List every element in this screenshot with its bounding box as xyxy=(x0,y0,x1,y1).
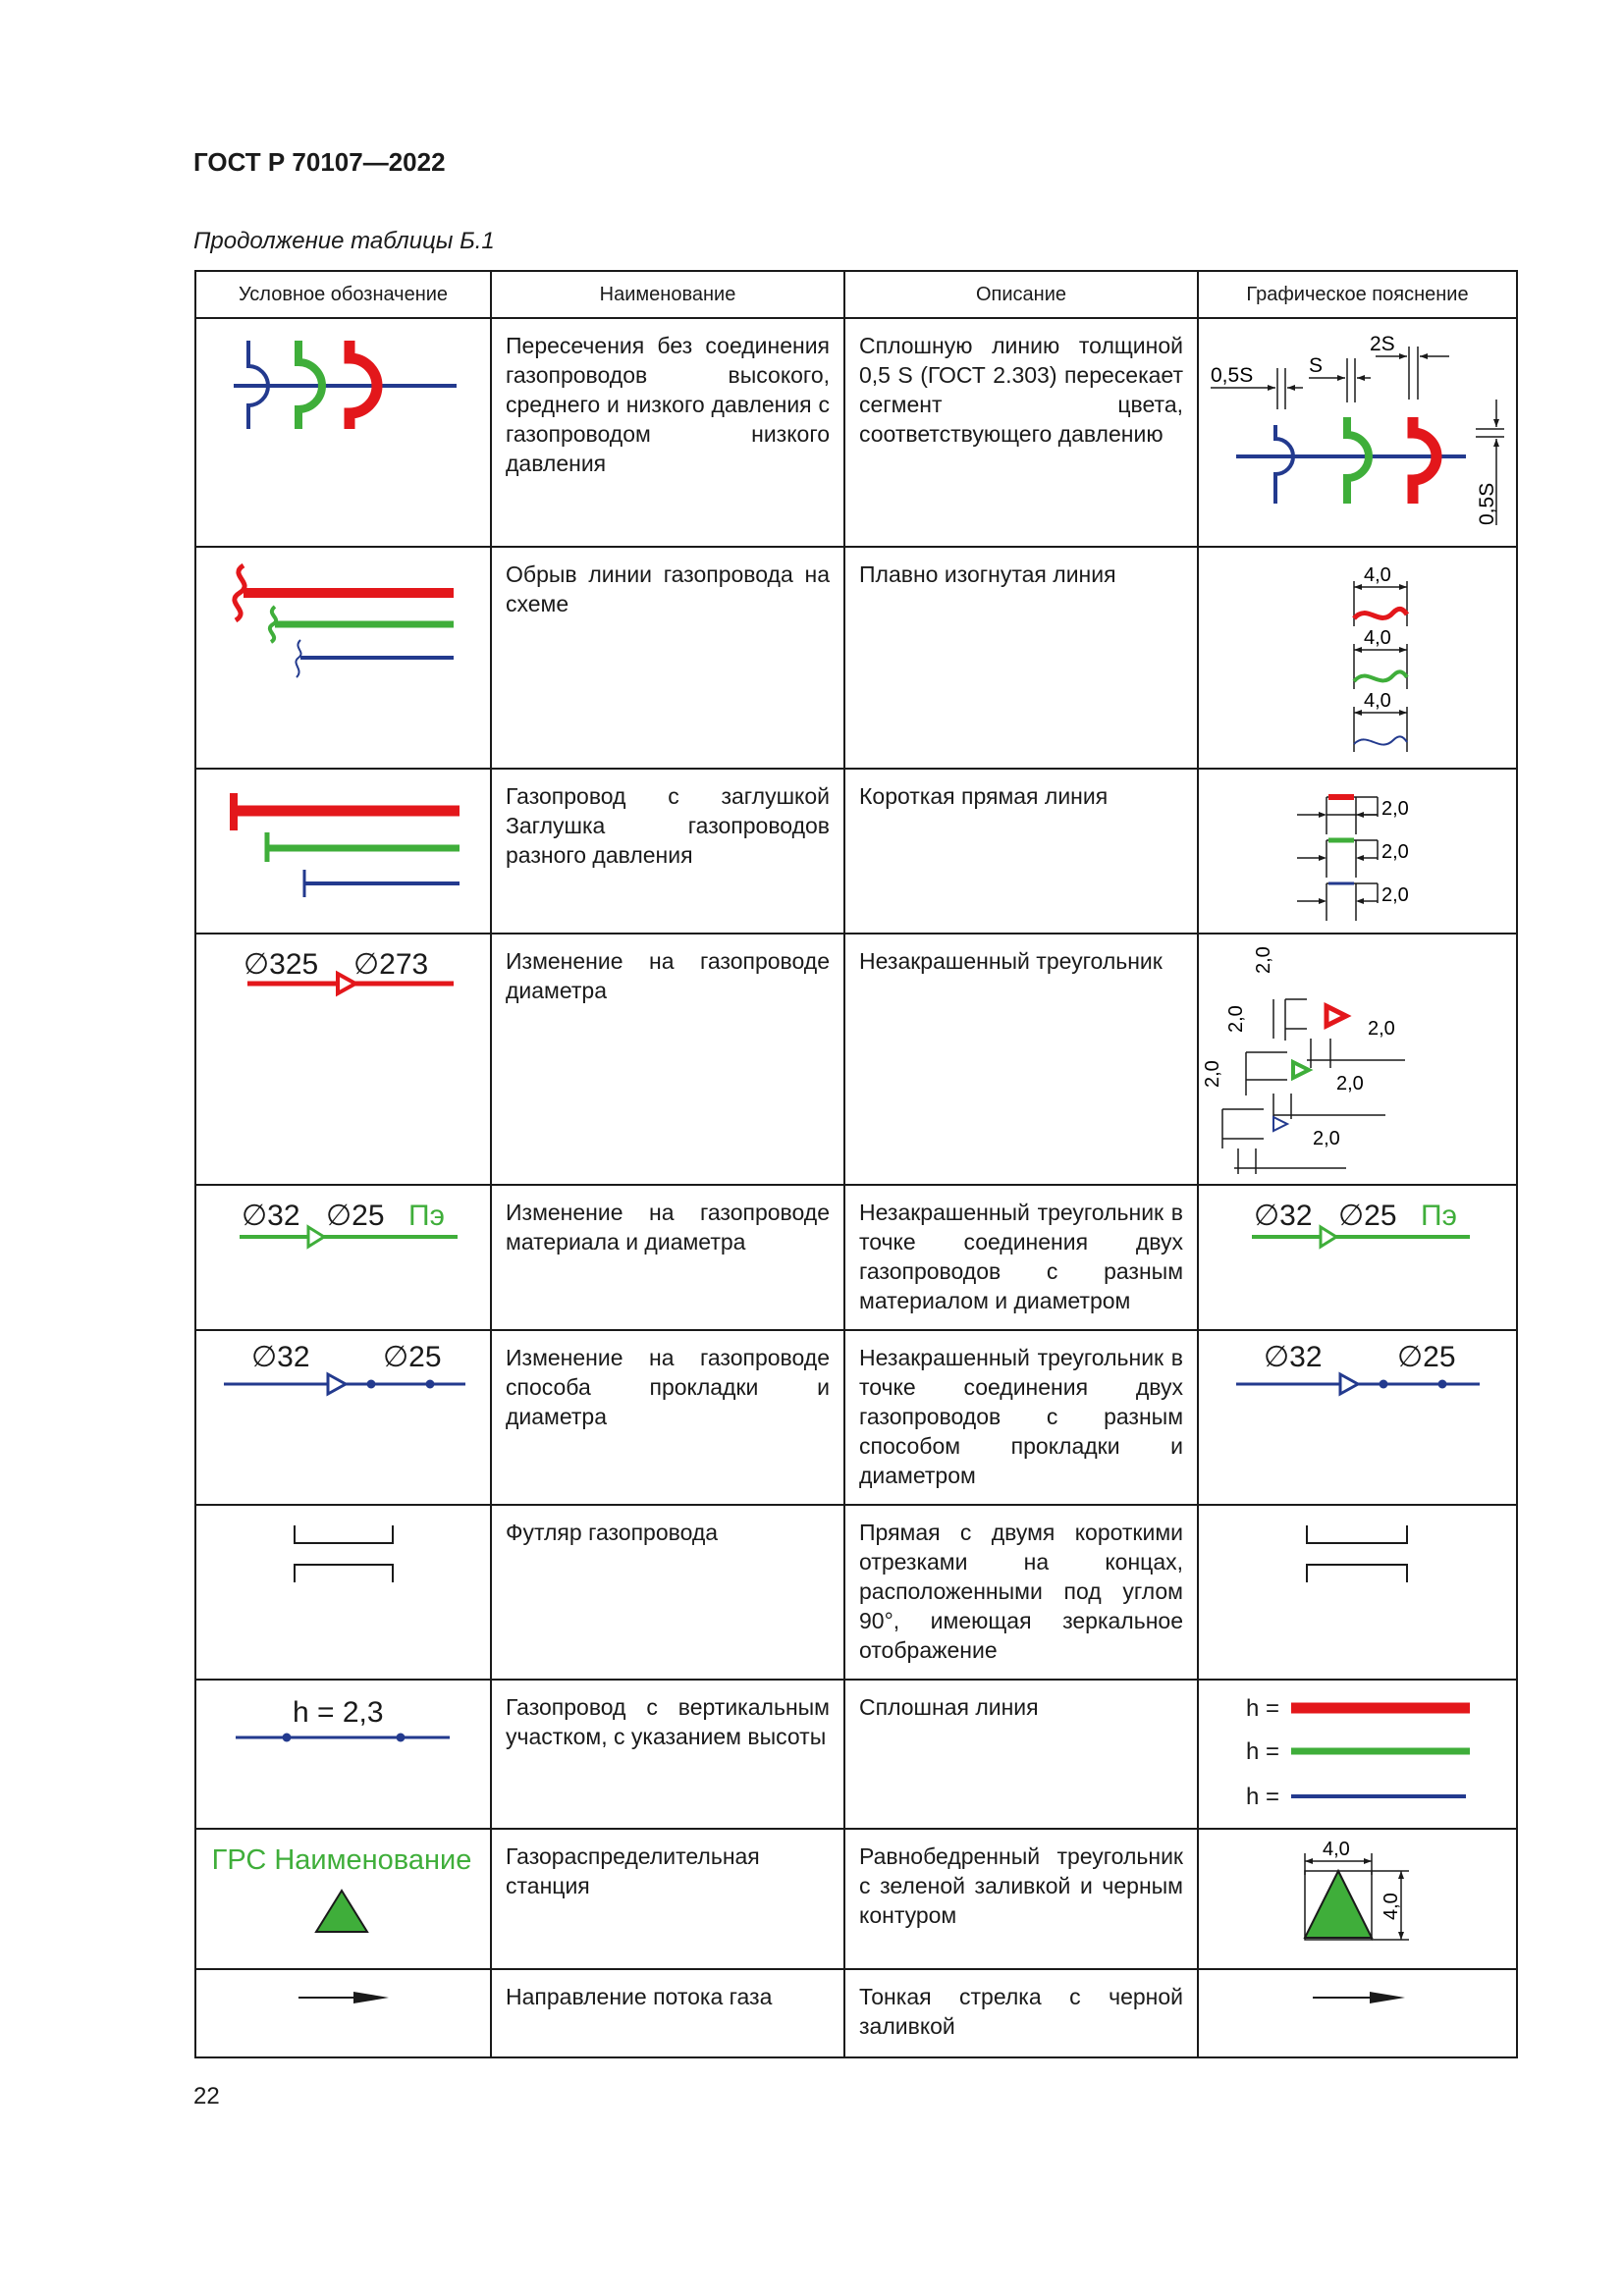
flow-arrow-symbol xyxy=(196,1970,488,2055)
dim-label: 2,0 xyxy=(1381,884,1409,906)
table-row xyxy=(195,1829,1517,1969)
vertical-section-symbol xyxy=(196,1681,488,1826)
document-header: ГОСТ Р 70107—2022 xyxy=(193,147,446,177)
crossing-graphic xyxy=(1199,319,1514,544)
name-cell: Направление потока газа xyxy=(491,1969,844,2057)
table-row xyxy=(195,1505,1517,1680)
dim-label-2s: 2S xyxy=(1370,333,1395,355)
station-symbol xyxy=(196,1830,488,1966)
dim-label: 4,0 xyxy=(1364,564,1391,586)
flow-arrow-graphic xyxy=(1199,1970,1514,2055)
height-label: h = 2,3 xyxy=(293,1696,384,1729)
graphic-cell xyxy=(1198,1969,1517,2057)
material-label: Пэ xyxy=(1421,1200,1457,1232)
h-label: h = xyxy=(1246,1784,1280,1810)
material-label: Пэ xyxy=(408,1200,445,1232)
name-cell: Изменение на газопроводе способа прокладки и диаметра xyxy=(491,1330,844,1505)
h-label: h = xyxy=(1246,1738,1280,1765)
description-cell: Незакрашенный треугольник в точке соединения двух газопроводов с разным материалом и диаметром xyxy=(844,1185,1198,1330)
dim-label-half-s: 0,5S xyxy=(1211,364,1254,387)
diameter-change-graphic xyxy=(1199,934,1514,1182)
diameter-label-2: ∅25 xyxy=(383,1341,442,1373)
description-cell: Плавно изогнутая линия xyxy=(844,547,1198,769)
dim-label: 2,0 xyxy=(1381,841,1409,863)
line-break-graphic xyxy=(1199,548,1514,766)
dim-label: 4,0 xyxy=(1364,690,1391,712)
symbols-table xyxy=(194,270,1518,2058)
name-cell: Обрыв линии газопровода на схеме xyxy=(491,547,844,769)
dim-label-vertical: 2,0 xyxy=(1202,1060,1223,1088)
name-cell: Футляр газопровода xyxy=(491,1505,844,1680)
table-row xyxy=(195,318,1517,547)
description-cell: Короткая прямая линия xyxy=(844,769,1198,934)
dim-label: 4,0 xyxy=(1323,1839,1350,1860)
dim-label-half-s-vertical: 0,5S xyxy=(1476,482,1498,525)
diameter-label-2: ∅25 xyxy=(326,1200,385,1232)
table-row xyxy=(195,1680,1517,1829)
dim-label: 2,0 xyxy=(1336,1073,1364,1095)
diameter-label-1: ∅32 xyxy=(251,1341,310,1373)
dim-label-s: S xyxy=(1309,354,1324,377)
diameter-label-2: ∅25 xyxy=(1338,1200,1397,1232)
casing-graphic xyxy=(1199,1506,1514,1677)
description-cell: Прямая с двумя короткими отрезками на концах, расположенными под углом 90°, имеющая зеркальное отображение xyxy=(844,1505,1198,1680)
name-cell: Изменение на газопроводе материала и диаметра xyxy=(491,1185,844,1330)
dim-label: 2,0 xyxy=(1313,1128,1340,1149)
symbol-cell xyxy=(195,1330,491,1505)
name-cell: Изменение на газопроводе диаметра xyxy=(491,934,844,1185)
graphic-cell xyxy=(1198,318,1517,547)
page-number: 22 xyxy=(193,2083,220,2109)
graphic-cell xyxy=(1198,1680,1517,1829)
dim-label: 4,0 xyxy=(1364,627,1391,649)
symbol-cell xyxy=(195,1680,491,1829)
symbol-cell xyxy=(195,1185,491,1330)
graphic-cell xyxy=(1198,769,1517,934)
dim-label-vertical: 2,0 xyxy=(1253,946,1274,974)
dim-label: 2,0 xyxy=(1368,1018,1395,1040)
table-header-row xyxy=(195,271,1517,318)
name-cell: Газопровод с заглушкой Заглушка газопроводов разного давления xyxy=(491,769,844,934)
diameter-label-1: ∅32 xyxy=(1264,1341,1323,1373)
vertical-section-graphic xyxy=(1199,1681,1514,1826)
symbol-cell xyxy=(195,1969,491,2057)
graphic-cell xyxy=(1198,1505,1517,1680)
description-cell: Равнобедренный треугольник с зеленой заливкой и черным контуром xyxy=(844,1829,1198,1969)
table-row xyxy=(195,934,1517,1185)
header-graphic: Графическое пояснение xyxy=(1198,271,1517,318)
table-row xyxy=(195,1185,1517,1330)
diameter-label-1: ∅32 xyxy=(242,1200,300,1232)
description-cell: Тонкая стрелка с черной заливкой xyxy=(844,1969,1198,2057)
diameter-label-2: ∅25 xyxy=(1397,1341,1456,1373)
dim-label-vertical: 2,0 xyxy=(1225,1005,1247,1033)
symbol-cell xyxy=(195,318,491,547)
graphic-cell xyxy=(1198,547,1517,769)
description-cell: Незакрашенный треугольник xyxy=(844,934,1198,1185)
laying-change-graphic xyxy=(1199,1331,1514,1502)
header-symbol: Условное обозначение xyxy=(195,271,491,318)
description-cell: Незакрашенный треугольник в точке соединения двух газопроводов с разным способом прокладки и диаметром xyxy=(844,1330,1198,1505)
casing-symbol xyxy=(196,1506,488,1677)
plug-symbol xyxy=(196,770,488,931)
name-cell: Пересечения без соединения газопроводов высокого, среднего и низкого давления с газопроводом низкого давления xyxy=(491,318,844,547)
symbol-cell xyxy=(195,769,491,934)
symbol-cell xyxy=(195,1829,491,1969)
material-change-graphic xyxy=(1199,1186,1514,1327)
station-graphic xyxy=(1199,1830,1514,1966)
header-name: Наименование xyxy=(491,271,844,318)
diameter-label-2: ∅273 xyxy=(353,948,429,981)
diameter-change-symbol xyxy=(196,934,488,1182)
laying-change-symbol xyxy=(196,1331,488,1502)
description-cell: Сплошная линия xyxy=(844,1680,1198,1829)
crossing-symbol xyxy=(196,319,488,544)
name-cell: Газопровод с вертикальным участком, с указанием высоты xyxy=(491,1680,844,1829)
symbol-cell xyxy=(195,1505,491,1680)
material-change-symbol xyxy=(196,1186,488,1327)
graphic-cell xyxy=(1198,1330,1517,1505)
symbol-cell xyxy=(195,934,491,1185)
diameter-label-1: ∅32 xyxy=(1254,1200,1313,1232)
graphic-cell xyxy=(1198,1829,1517,1969)
table-row xyxy=(195,1330,1517,1505)
station-label: ГРС Наименование xyxy=(211,1844,472,1876)
diameter-label-1: ∅325 xyxy=(244,948,319,981)
name-cell: Газораспределительная станция xyxy=(491,1829,844,1969)
dim-label: 2,0 xyxy=(1381,798,1409,820)
table-caption: Продолжение таблицы Б.1 xyxy=(193,228,495,254)
dim-label-vertical: 4,0 xyxy=(1380,1893,1402,1920)
graphic-cell xyxy=(1198,934,1517,1185)
description-cell: Сплошную линию толщиной 0,5 S (ГОСТ 2.303) пересекает сегмент цвета, соответствующего давлению xyxy=(844,318,1198,547)
line-break-symbol xyxy=(196,548,488,766)
plug-graphic xyxy=(1199,770,1514,931)
table-row xyxy=(195,547,1517,769)
symbol-cell xyxy=(195,547,491,769)
graphic-cell xyxy=(1198,1185,1517,1330)
table-row xyxy=(195,1969,1517,2057)
h-label: h = xyxy=(1246,1695,1280,1722)
header-description: Описание xyxy=(844,271,1198,318)
table-row xyxy=(195,769,1517,934)
